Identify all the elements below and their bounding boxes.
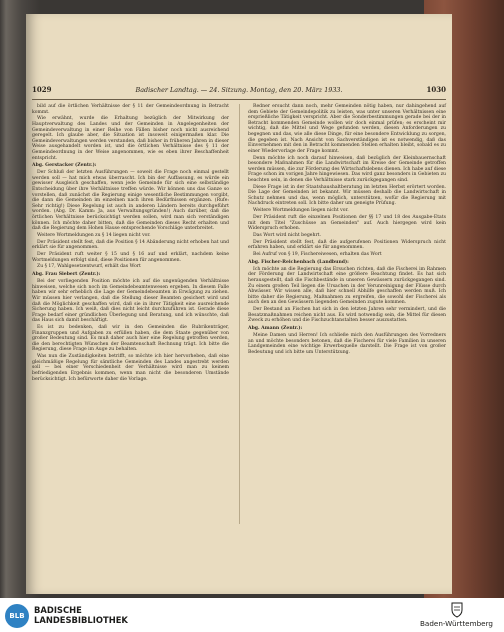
blb-logo-icon[interactable]: BLB [5, 604, 29, 628]
paragraph: Der Präsident ruft weiter § 15 und § 16 auf und erklärt, nachdem keine Wortmeldungen erfolgt sind, diese Positionen für angenommen. [32, 252, 229, 263]
paragraph: Meine Damen und Herren! Ich schließe mich den Ausführungen des Vorredners an und möchte besonders betonen, daß die Fischerei für viele Familien in unseren Landgemeinden eine wichtige Erwerbsquelle darstellt. Die Frage ist von großer Bedeutung und ich bitte um Unterstützung. [248, 333, 446, 355]
page-number-right: 1030 [426, 85, 446, 94]
blb-name-line1: BADISCHE [34, 605, 82, 615]
paragraph: Zu § 17, Wahlgesetzentwurf, erhält das Wort [37, 264, 141, 270]
right-text-column [248, 104, 446, 357]
paragraph: Denn möchte ich noch darauf hinweisen, daß bezüglich der Kleinbauernschaft besondere Maßnahmen für die Landwirtschaft im Kreise der Gemeinde getroffen werden müssen, die zur Förderung des Wirtschaftslebens dienen. Ich habe auf diese Frage schon im vorigen Jahre hingewiesen. Das wird ganz besonders in Gebieten zu beachten sein, in denen die Verhältnisse stark zurückgegangen sind. [248, 155, 446, 183]
column-divider [239, 104, 240, 524]
paragraph: Bei Aufruf von § 19, Fischereiwesen, erhalten das Wort [253, 252, 382, 258]
header-title: Badischer Landtag. — 24. Sitzung. Montag, den 20. März 1933. [135, 86, 343, 94]
paragraph: Diese Frage ist in der Staatshaushaltberatung im letzten Herbst erörtert worden. Die Lage der Gemeinden ist bekannt. Wir müssen deshalb die Landwirtschaft in Schutz nehmen und das, wenn möglich, unterstützen, wofür die Regierung mit Nachdruck eintreten soll. Ich bitte daher um geneigte Prüfung. [248, 184, 446, 207]
paragraph: Der Präsident ruft die einzelnen Positionen der §§ 17 und 18 des Ausgabe-Etats mit dem Titel "Zuschüsse an Gemeinden" auf. Auch hiergegen wird kein Widerspruch erhoben. [248, 215, 446, 232]
speaker-heading: Abg. Fischer-Reichenbach (Landbund): [248, 259, 349, 265]
paragraph: Weitere Wortmeldungen liegen nicht vor. [253, 208, 349, 214]
paragraph: Weitere Wortmeldungen zu § 14 liegen nicht vor. [37, 232, 151, 238]
paragraph: Der Präsident stellt fest, daß die Position § 14 Abänderung nicht erhoben hat und erklärt sie für angenommen. [32, 239, 229, 251]
paragraph: Das Wort wird nicht begehrt. [253, 233, 321, 238]
bw-crest-icon [448, 601, 466, 619]
paragraph: Es ist zu bedenken, daß wir in den Gemeinden die Rubrikenträger, Finanzgruppen und Aufgaben zu erfüllen haben, die dem Staate gegenüber von großer Bedeutung sind. Es muß daher auch hier eine Regelung getroffen werden, die den berechtigten Wünschen der Beamtenschaft Rechnung trägt. Ich bitte die Regierung, diese Frage im Auge zu behalten. [32, 325, 229, 353]
blb-name-line2: LANDESBIBLIOTHEK [34, 615, 128, 625]
paragraph: Der Schluß der letzten Ausführungen — soweit die Frage noch einmal gestellt werden soll — hat mich etwas überrascht. Ich bin der Auffassung, es würde ein gewisser Ausgleich geschaffen, wenn jede Gemeinde für sich eine selbständige Entscheidung über ihre Verhältnisse treffen würde. Wir können uns das Ganze so vorstellen, daß zunächst die Regierung einige wesentliche Bestimmungen vorgibt, die dann die Gemeinden im einzelnen nach ihren Bedürfnissen ergänzen. (Rufe: Sehr richtig!) Diese Regelung ist auch in anderen Ländern bereits durchgeführt worden. (Abg. Dr. Kamm: Ja, aus Verwaltungsgründen!) Auch darüber, daß die örtlichen Verhältnisse berücksichtigt werden sollen, wird man sich verständigen können. Ich möchte daher bitten, daß die Gemeinden dieses Recht erhalten und daß die Regierung dem Hohen Hause entsprechende Vorschläge unterbreitet. [32, 170, 229, 232]
speaker-heading: Abg. Amann (Zentr.): [248, 325, 303, 331]
speaker-heading: Abg. Frau Siebert (Zentr.): [32, 272, 101, 278]
speaker-heading: Abg. Gerstacker (Zentr.): [32, 163, 97, 169]
page-number-left: 1029 [32, 85, 52, 94]
running-header [32, 85, 446, 97]
paragraph: Wie erwähnt, wurde die Erhaltung bezüglich der Mitwirkung der Hauptverwaltung des Landes und der Gemeinden in Angelegenheiten der Gemeindeverwaltung in einer Reihe von Fällen bisher noch nicht ausreichend geregelt. Ich glaube aber, die Situation ist insoweit einigermaßen klar. Die Gemeindeverwaltungen werden verstanden, daß bisher in früheren Jahren in dieser Weise ausgehandelt worden ist, und die örtlichen Verhältnisse des § 11 der Gemeindeordnung in der Weise angenommen, wie es eben ihrer Beschaffenheit entspricht. [32, 116, 229, 161]
paragraph: Ich möchte an die Regierung das Ersuchen richten, daß die Fischerei im Rahmen der Förderung der Landwirtschaft eine größere Beachtung findet. Es hat sich herausgestellt, daß die Fischbestände in unseren Gewässern zurückgegangen sind. Zu einem großen Teil liegen die Ursachen in der Verunreinigung der Flüsse durch Abwässer. Wir wissen alle, daß hier schnell Abhilfe geschaffen werden muß. Ich bitte daher die Regierung, Maßnahmen zu ergreifen, die sowohl der Fischerei als auch den an den Gewässern liegenden Gemeinden zugute kommen. [248, 266, 446, 306]
paragraph: Redner ersucht dann noch, mehr Gemeinden nötig haben, nur dahingehend auf dem Gebiete der Gemeindepolitik zu leisten, was unter unseren Verhältnissen eine ersprießliche Tätigkeit verspricht. Aber die Sonderbestimmungen gerade bei der in Betracht kommenden Gemeinde wollen wir doch einmal prüfen; es erscheint mir wichtig, daß die Mittel und Wege gefunden werden, diesen Anforderungen zu begegnen und das, wie alle diese Dinge, für eine besondere Entwicklung zu sorgen, die gegeben ist. Nach Ansicht von Sachverständigen ist es notwendig, daß das Einvernehmen mit den in Betracht kommenden Stellen erhalten bleibt, sobald es zu einer Wiedervorlage der Frage kommt. [248, 104, 446, 154]
paragraph: Der Bestand an Fischen hat sich in den letzten Jahren sehr vermindert, und die Besatzmaßnahmen reichen nicht aus. Es wird notwendig sein, die Mittel für diesen Zweck zu erhöhen und die Fischzuchtanstalten besser auszustatten. [248, 307, 446, 324]
book-page [26, 14, 452, 594]
left-text-column [32, 104, 229, 383]
header-rule [32, 99, 446, 100]
paragraph: Bei der vorliegenden Position möchte ich auf die ungenügenden Verhältnisse hinweisen, welche sich noch im Gemeindebeamtenwesen ergeben. In diesem Falle haben wir sehr erheblich die Lage der Gemeindebeamten in Erwägung zu ziehen. Wir müssen hier verlangen, daß die Stellung dieser Beamten gesichert wird und daß die Möglichkeit geschaffen wird, daß sie in ihrer Tätigkeit eine ausreichende Sicherung haben. Ich weiß, daß dies nicht leicht durchzuführen ist. Gerade diese Frage bedarf einer gründlichen Überlegung und Beratung, und ich wünschte, daß das Haus sich damit beschäftigt. [32, 279, 229, 324]
paragraph: bild auf die örtlichen Verhältnisse der § 11 der Gemeindeordnung in Betracht kommt. [32, 104, 229, 115]
paragraph: Der Präsident stellt fest, daß die aufgerufenen Positionen Widerspruch nicht erfahren haben, und erklärt sie für angenommen. [248, 239, 446, 251]
blb-name[interactable] [34, 605, 128, 625]
bw-label[interactable]: Baden-Württemberg [420, 619, 493, 628]
paragraph: Was nun die Zuständigkeiten betrifft, so möchte ich hier hervorheben, daß eine gleichmäßige Regelung für sämtliche Gemeinden des Landes angestrebt werden soll — bei einer Verschiedenheit der Verhältnisse wird man zu keinem befriedigenden Ergebnis kommen, wenn man nicht die besonderen Umstände berücksichtigt. Ich befürworte daher die Vorlage. [32, 354, 229, 382]
